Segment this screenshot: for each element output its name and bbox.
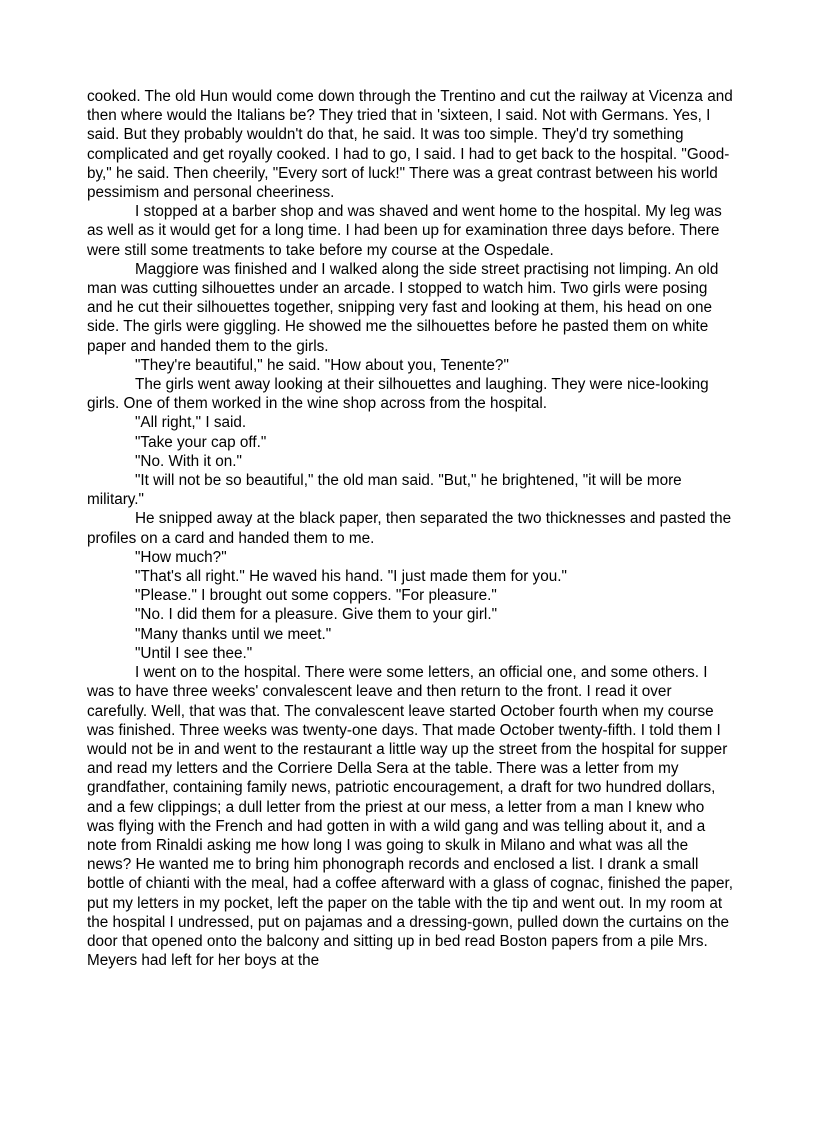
paragraph: "No. With it on." — [135, 452, 242, 470]
paragraph: I stopped at a barber shop and was shaved and went home to the hospital. My leg was as well as it would get for a long time. I had been up for examination three days before. There were still some treatments to take before my course at the Ospedale. — [87, 203, 722, 259]
paragraph: "It will not be so beautiful," the old man said. "But," he brightened, "it will be more military." — [87, 472, 682, 509]
paragraph: He snipped away at the black paper, then separated the two thicknesses and pasted the profiles on a card and handed them to me. — [87, 510, 732, 547]
paragraph: "No. I did them for a pleasure. Give them to your girl." — [135, 606, 497, 624]
paragraph: The girls went away looking at their silhouettes and laughing. They were nice-looking girls. One of them worked in the wine shop across from the hospital. — [87, 376, 709, 413]
paragraph: "That's all right." He waved his hand. "I just made them for you." — [135, 568, 567, 586]
paragraph: "They're beautiful," he said. "How about you, Tenente?" — [135, 356, 509, 374]
paragraph: "Until I see thee." — [135, 644, 253, 662]
paragraph: "Please." I brought out some coppers. "For pleasure." — [135, 587, 497, 605]
paragraph: "Take your cap off." — [135, 433, 267, 451]
paragraph: cooked. The old Hun would come down through the Trentino and cut the railway at Vicenza and then where would the Italians be? They tried that in 'sixteen, I said. Not with Germans. Yes, I said. But they probably wouldn't do that, he said. It was too simple. They'd try something complicated and get royally cooked. I had to go, I said. I had to get back to the hospital. "Good-by," he said. Then cheerily, "Every sort of luck!" There was a great contrast between his world pessimism and personal cheeriness. — [87, 88, 733, 202]
paragraph: Maggiore was finished and I walked along the side street practising not limping. An old man was cutting silhouettes under an arcade. I stopped to watch him. Two girls were posing and he cut their silhouettes together, snipping very fast and looking at them, his head on one side. The girls were giggling. He showed me the silhouettes before he pasted them on white paper and handed them to the girls. — [87, 260, 719, 355]
paragraph: "All right," I said. — [135, 414, 247, 432]
paragraph: "Many thanks until we meet." — [135, 625, 332, 643]
paragraph: "How much?" — [135, 548, 227, 566]
page-body — [87, 87, 733, 970]
paragraph: I went on to the hospital. There were some letters, an official one, and some others. I was to have three weeks' convalescent leave and then return to the front. I read it over carefully. Well, that was that. The convalescent leave started October fourth when my course was finished. Three weeks was twenty-one days. That made October twenty-fifth. I told them I would not be in and went to the restaurant a little way up the street from the hospital for supper and read my letters and the Corriere Della Sera at the table. There was a letter from my grandfather, containing family news, patriotic encouragement, a draft for two hundred dollars, and a few clippings; a dull letter from the priest at our mess, a letter from a man I knew who was flying with the French and had gotten in with a wild gang and was telling about it, and a note from Rinaldi asking me how long I was going to skulk in Milano and what was all the news? He wanted me to bring him phonograph records and enclosed a list. I drank a small bottle of chianti with the meal, had a coffee afterward with a glass of cognac, finished the paper, put my letters in my pocket, left the paper on the table with the tip and went out. In my room at the hospital I undressed, put on pajamas and a dressing-gown, pulled down the curtains on the door that opened onto the balcony and sitting up in bed read Boston papers from a pile Mrs. Meyers had left for her boys at the — [87, 664, 733, 970]
